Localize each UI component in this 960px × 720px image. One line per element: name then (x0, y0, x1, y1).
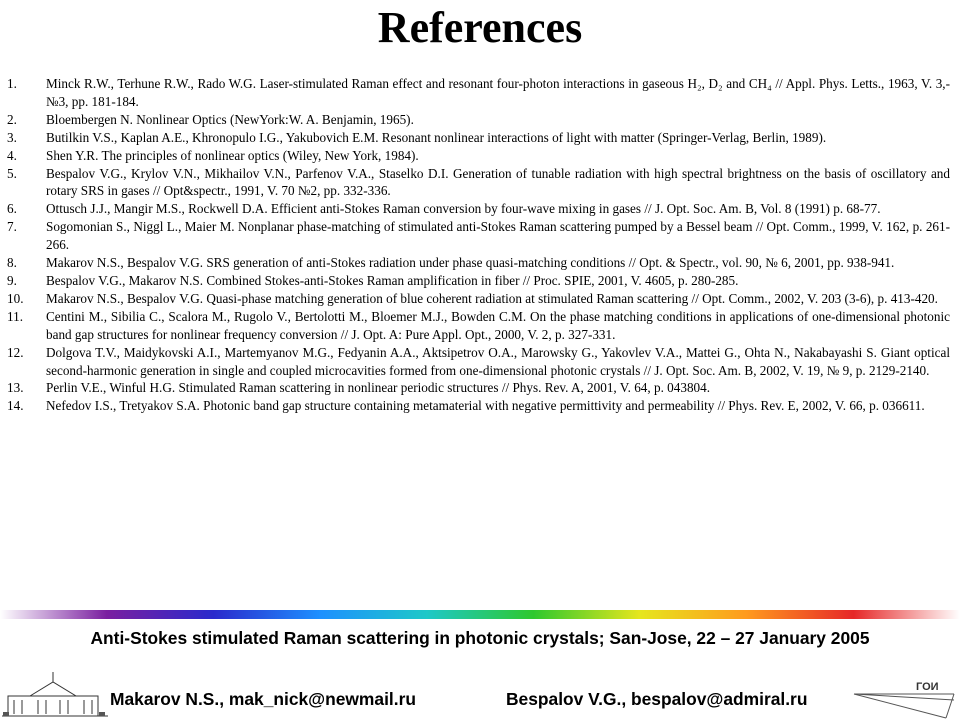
reference-item (0, 165, 960, 201)
reference-item (0, 200, 960, 218)
reference-number: 1. (7, 76, 17, 91)
slide-title: References (377, 3, 583, 52)
reference-item (0, 147, 960, 165)
reference-number: 12. (7, 344, 24, 360)
reference-number: 8. (7, 255, 17, 271)
reference-number: 9. (7, 272, 17, 288)
reference-text: Makarov N.S., Bespalov V.G. Quasi-phase matching generation of blue coherent radiation at stimulated Raman scattering // Opt. Comm., 2002, V. 203 (3-6), p. 413-420. (46, 290, 938, 306)
reference-number: 6. (7, 201, 17, 217)
reference-item (0, 129, 960, 147)
reference-number: 14. (7, 398, 24, 414)
reference-text: Ottusch J.J., Mangir M.S., Rockwell D.A. Efficient anti-Stokes Raman conversion by four-wave mixing in gases // J. Opt. Soc. Am. B, Vol. 8 (1991) p. 68-77. (46, 201, 881, 217)
goi-logo (850, 670, 960, 720)
author-bespalov: Bespalov V.G., bespalov@admiral.ru (506, 689, 808, 709)
reference-text: Nefedov I.S., Tretyakov S.A. Photonic band gap structure containing metamaterial with negative permittivity and permeability // Phys. Rev. E, 2002, V. 66, p. 036611. (46, 398, 925, 414)
reference-item (0, 254, 960, 272)
reference-item (0, 272, 960, 290)
reference-text: Butilkin V.S., Kaplan A.E., Khronopulo I.G., Yakubovich E.M. Resonant nonlinear interactions of light with matter (Springer-Verlag, Berlin, 1989). (46, 129, 827, 145)
reference-text: Shen Y.R. The principles of nonlinear optics (Wiley, New York, 1984). (46, 147, 419, 163)
goi-logo-text: ГОИ (916, 681, 939, 693)
reference-item (0, 308, 960, 344)
reference-text: Perlin V.E., Winful H.G. Stimulated Raman scattering in nonlinear periodic structures // Phys. Rev. A, 2001, V. 64, p. 043804. (46, 380, 711, 396)
reference-text: Bespalov V.G., Makarov N.S. Combined Stokes-anti-Stokes Raman amplification in fiber // Proc. SPIE, 2001, V. 4605, p. 280-285. (46, 272, 739, 288)
reference-text: Bloembergen N. Nonlinear Optics (NewYork:W. A. Benjamin, 1965). (46, 111, 414, 127)
reference-number: 11. (7, 308, 23, 324)
reference-number: 10. (7, 290, 24, 306)
reference-item (0, 379, 960, 397)
reference-item (0, 397, 960, 415)
reference-list (0, 75, 960, 415)
reference-text: Centini M., Sibilia C., Scalora M., Rugolo V., Bertolotti M., Bloemer M.J., Bowden C.M. On the phase matching conditions in applications of one-dimensional photonic band gap structures for nonlinear frequency conversion // J. Opt. A: Pure Appl. Opt., 2000, V. 2, p. 327-331. (46, 308, 950, 342)
reference-text: Minck R.W., Terhune R.W., Rado W.G. Laser-stimulated Raman effect and resonant four-photon interactions in gaseous H₂, D₂ and CH₄ // Appl. Phys. Letts., 1963, V. 3,-№3, pp. 181-184. (46, 76, 950, 109)
reference-item (0, 344, 960, 380)
reference-number: 13. (7, 380, 24, 396)
reference-item (0, 218, 960, 254)
reference-text: Dolgova T.V., Maidykovski A.I., Martemyanov M.G., Fedyanin A.A., Aktsipetrov O.A., Marowsky G., Yakovlev V.A., Mattei G., Ohta N., Nakabayashi S. Giant optical second-harmonic generation in single and coupled microcavities formed from one-dimensional photonic crystals // J. Opt. Soc. Am. B, 2002, V. 19, № 9, p. 2129-2140. (46, 344, 950, 378)
reference-number: 4. (7, 147, 17, 163)
conference-footer: Anti-Stokes stimulated Raman scattering in photonic crystals; San-Jose, 22 – 27 January 2005 (90, 628, 870, 648)
reference-text: Sogomonian S., Niggl L., Maier M. Nonplanar phase-matching of stimulated anti-Stokes Raman scattering pumped by a Bessel beam // Opt. Comm., 1999, V. 162, p. 261-266. (46, 219, 950, 253)
reference-item (0, 111, 960, 129)
reference-text: Makarov N.S., Bespalov V.G. SRS generation of anti-Stokes radiation under phase quasi-matching conditions // Opt. & Spectr., vol. 90, № 6, 2001, pp. 938-941. (46, 255, 895, 271)
university-building-logo (0, 668, 110, 720)
reference-item (0, 75, 960, 111)
reference-item (0, 290, 960, 308)
author-makarov: Makarov N.S., mak_nick@newmail.ru (110, 689, 416, 709)
rainbow-divider (0, 610, 960, 619)
reference-number: 5. (7, 165, 17, 181)
reference-number: 7. (7, 219, 17, 235)
reference-number: 3. (7, 129, 17, 145)
reference-number: 2. (7, 111, 17, 127)
reference-text: Bespalov V.G., Krylov V.N., Mikhailov V.N., Parfenov V.A., Staselko D.I. Generation of tunable radiation with high spectral brightness on the basis of oscillatory and rotary SRS in gases // Opt&spectr., 1991, V. 70 №2, pp. 332-336. (46, 165, 950, 199)
